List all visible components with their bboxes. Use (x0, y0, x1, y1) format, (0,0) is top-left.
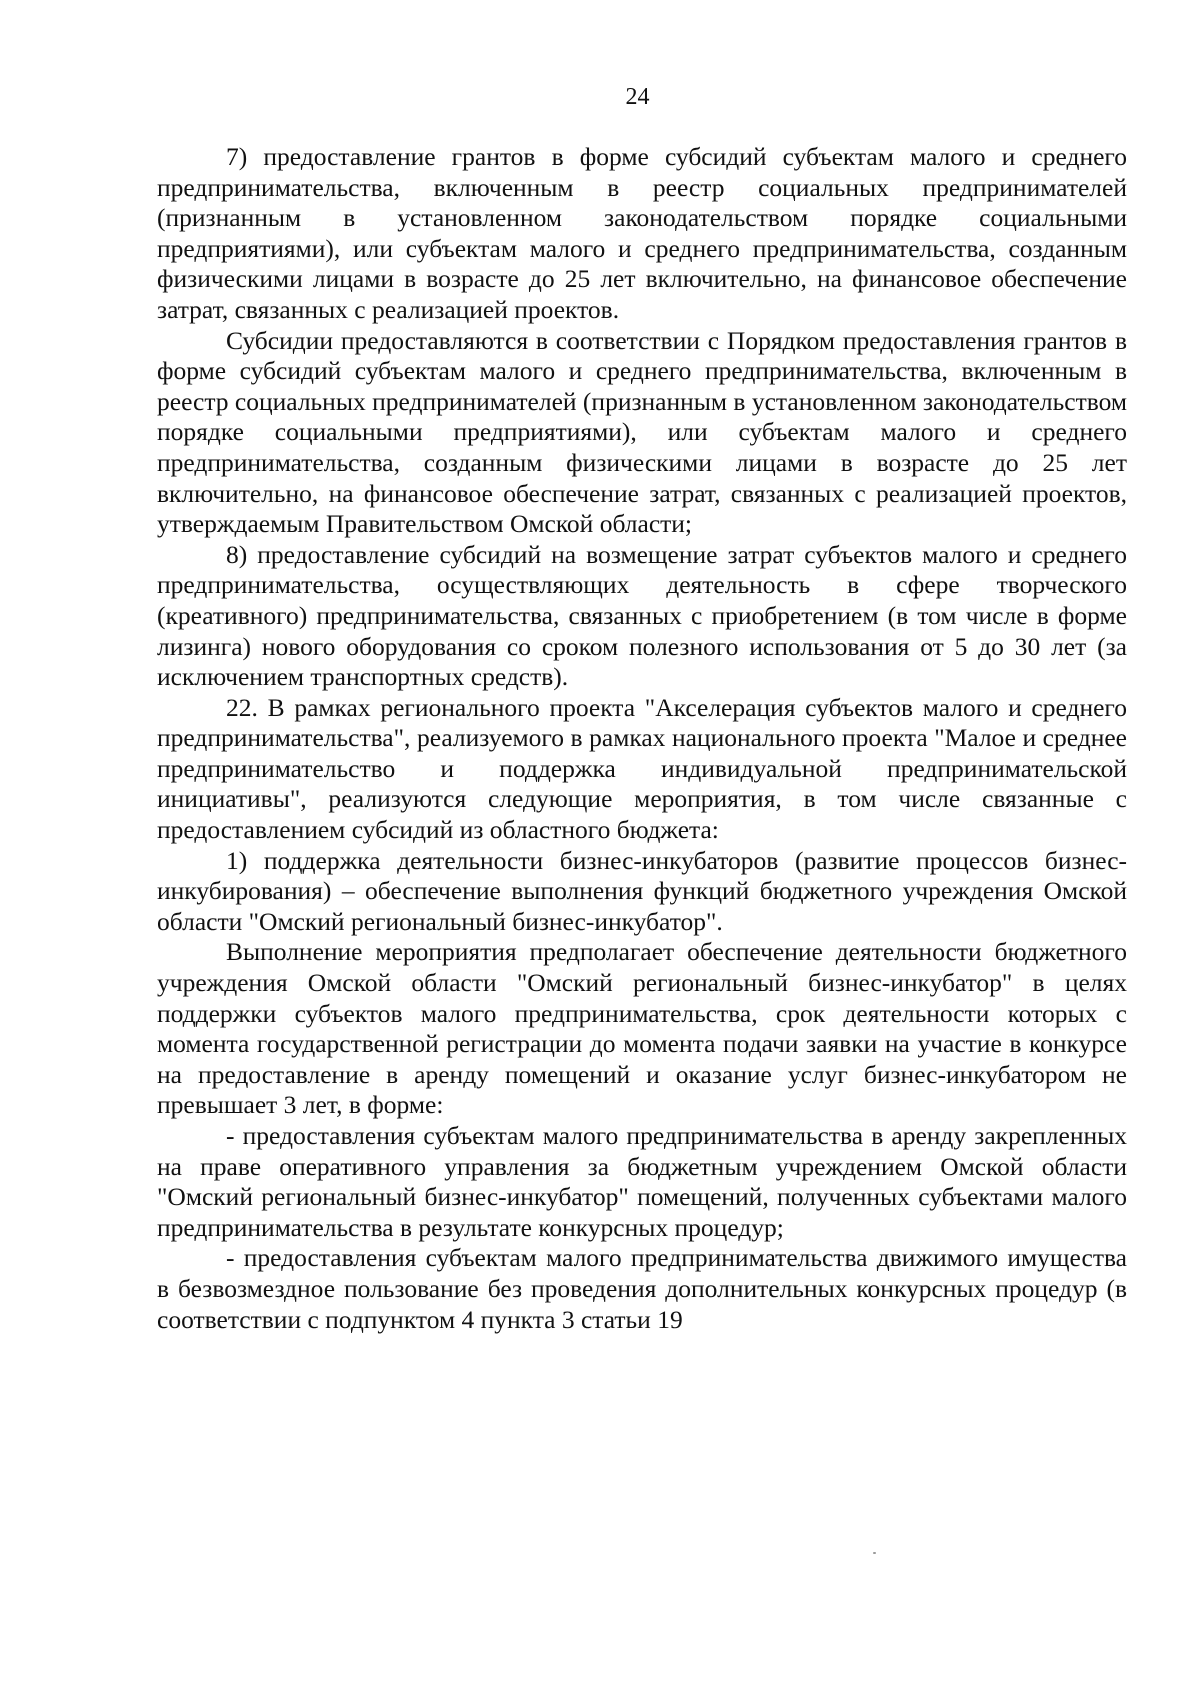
paragraph-subsidies-grants: Субсидии предоставляются в соответствии с Порядком предоставления грантов в форме субсидий субъектам малого и среднего предпринимательства, включенным в реестр социальных предпринимателей (признанным в установленном законодательством порядке социальными предприятиями), или субъектам малого и среднего предпринимательства, созданным физическими лицами в возрасте до 25 лет включительно, на финансовое обеспечение затрат, связанных с реализацией проектов, утверждаемым Правительством Омской области; (157, 325, 1127, 539)
paragraph-section-22: 22. В рамках регионального проекта "Акселерация субъектов малого и среднего предпринимательства", реализуемого в рамках национального проекта "Малое и среднее предпринимательство и поддержка индивидуальной предпринимательской инициативы", реализуются следующие мероприятия, в том числе связанные с предоставлением субсидий из областного бюджета: (157, 692, 1127, 845)
paragraph-bullet-premises-lease: - предоставления субъектам малого предпринимательства в аренду закрепленных на праве оперативного управления за бюджетным учреждением Омской области "Омский региональный бизнес-инкубатор" помещений, полученных субъектами малого предпринимательства в результате конкурсных процедур; (157, 1121, 1127, 1242)
paragraph-item-1-incubators: 1) поддержка деятельности бизнес-инкубаторов (развитие процессов бизнес-инкубирования) – обеспечение выполнения функций бюджетного учреждения Омской области "Омский региональный бизнес-инкубатор". (157, 845, 1127, 936)
document-body (157, 142, 1127, 1335)
scan-artifact-dot (873, 1552, 876, 1554)
page-number: 24 (625, 84, 650, 110)
paragraph-bullet-movable-property: - предоставления субъектам малого предпринимательства движимого имущества в безвозмездное пользование без проведения дополнительных конкурсных процедур (в соответствии с подпунктом 4 пункта 3 статьи 19 (157, 1243, 1127, 1334)
paragraph-item-7: 7) предоставление грантов в форме субсидий субъектам малого и среднего предпринимательства, включенным в реестр социальных предпринимателей (признанным в установленном законодательством порядке социальными предприятиями), или субъектам малого и среднего предпринимательства, созданным физическими лицами в возрасте до 25 лет включительно, на финансовое обеспечение затрат, связанных с реализацией проектов. (157, 142, 1127, 324)
paragraph-measure-implementation: Выполнение мероприятия предполагает обеспечение деятельности бюджетного учреждения Омской области "Омский региональный бизнес-инкубатор" в целях поддержки субъектов малого предпринимательства, срок деятельности которых с момента государственной регистрации до момента подачи заявки на участие в конкурсе на предоставление в аренду помещений и оказание услуг бизнес-инкубатором не превышает 3 лет, в форме: (157, 937, 1127, 1120)
paragraph-item-8: 8) предоставление субсидий на возмещение затрат субъектов малого и среднего предпринимательства, осуществляющих деятельность в сфере творческого (креативного) предпринимательства, связанных с приобретением (в том числе в форме лизинга) нового оборудования со сроком полезного использования от 5 до 30 лет (за исключением транспортных средств). (157, 539, 1127, 692)
